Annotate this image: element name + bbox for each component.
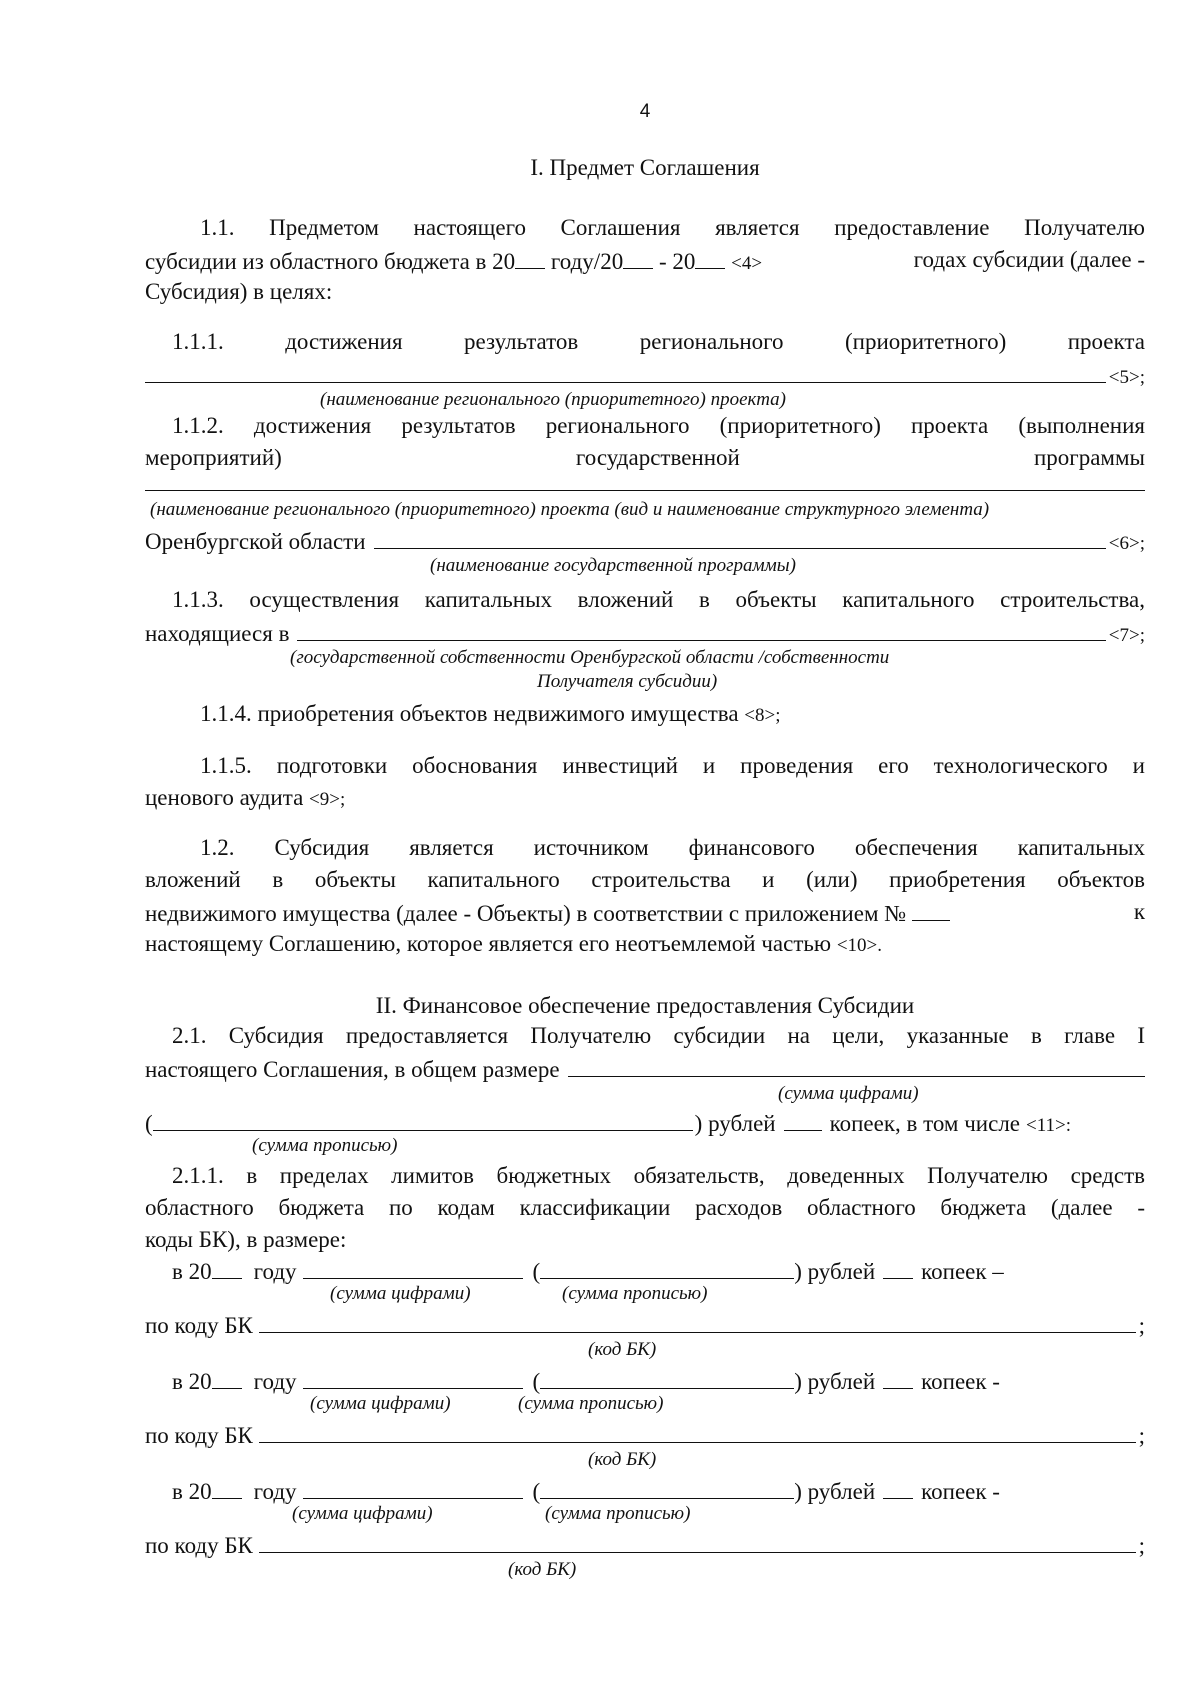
project-name-field-row: <5>; xyxy=(145,358,1145,390)
clause-1-1-4: 1.1.4. приобретения объектов недвижимого имущества <8>; xyxy=(200,701,781,726)
caption-year2-digits: (сумма цифрами) xyxy=(310,1393,451,1414)
clause-1-2-line-1: 1.2. Субсидия является источником финансового обеспечения капитальных xyxy=(200,835,1145,860)
total-amount-words-field[interactable] xyxy=(153,1106,693,1131)
ownership-field-row: находящиеся в <7>; xyxy=(145,616,1145,648)
total-amount-digits-field[interactable] xyxy=(568,1052,1145,1077)
clause-1-2-line-3: недвижимого имущества (далее - Объекты) в соответствии с приложением № к xyxy=(145,896,1145,928)
caption-sum-digits: (сумма цифрами) xyxy=(778,1083,919,1104)
program-element-field-row xyxy=(145,466,1145,498)
bk-code-field[interactable] xyxy=(259,1308,1136,1333)
clause-1-2-line-2: вложений в объекты капитального строительства и (или) приобретения объектов xyxy=(145,867,1145,892)
clause-1-1-2-line-1: 1.1.2. достижения результатов регионального (приоритетного) проекта (выполнения xyxy=(172,413,1145,438)
caption-state-program: (наименование государственной программы) xyxy=(430,555,796,576)
year-blank xyxy=(695,244,725,269)
kopecks-field[interactable] xyxy=(883,1254,913,1279)
clause-1-1-line-1: 1.1. Предметом настоящего Соглашения является предоставление Получателю xyxy=(200,215,1145,240)
state-program-field-row: Оренбургской области <6>; xyxy=(145,524,1145,556)
section-1-heading: I. Предмет Соглашения xyxy=(530,155,760,180)
year-row-3: в 20 году ( ) рублей копеек - xyxy=(172,1474,1145,1506)
caption-ownership-2: Получателя субсидии) xyxy=(537,671,718,692)
amount-words-field[interactable] xyxy=(540,1474,794,1499)
amount-digits-field[interactable] xyxy=(303,1474,523,1499)
appendix-number-field[interactable] xyxy=(912,896,950,921)
year-field[interactable] xyxy=(212,1474,242,1499)
caption-bk-2: (код БК) xyxy=(588,1449,657,1470)
clause-2-1-1-line-1: 2.1.1. в пределах лимитов бюджетных обязательств, доведенных Получателю средств xyxy=(172,1163,1145,1188)
caption-year2-words: (сумма прописью) xyxy=(518,1393,664,1414)
total-amount-words-row: ( ) рублей копеек, в том числе <11>: xyxy=(145,1106,1145,1138)
kopecks-field[interactable] xyxy=(883,1474,913,1499)
kopecks-field[interactable] xyxy=(883,1364,913,1389)
total-amount-row: настоящего Соглашения, в общем размере xyxy=(145,1052,1145,1084)
amount-words-field[interactable] xyxy=(540,1364,794,1389)
clause-2-1-line-1: 2.1. Субсидия предоставляется Получателю субсидии на цели, указанные в главе I xyxy=(172,1023,1145,1048)
year-row-1: в 20 году ( ) рублей копеек – xyxy=(172,1254,1145,1286)
amount-words-field[interactable] xyxy=(540,1254,794,1279)
clause-1-2-line-4: настоящему Соглашению, которое является его неотъемлемой частью <10>. xyxy=(145,931,882,956)
amount-digits-field[interactable] xyxy=(303,1364,523,1389)
program-element-field[interactable] xyxy=(145,466,1145,491)
caption-year3-digits: (сумма цифрами) xyxy=(292,1503,433,1524)
project-name-field[interactable] xyxy=(145,358,1106,383)
caption-project-name: (наименование регионального (приоритетного) проекта) xyxy=(320,389,786,410)
bk-code-field[interactable] xyxy=(259,1418,1136,1443)
clause-1-1-5-line-1: 1.1.5. подготовки обоснования инвестиций и проведения его технологического и xyxy=(200,753,1145,778)
year-row-2: в 20 году ( ) рублей копеек - xyxy=(172,1364,1145,1396)
bk-code-field[interactable] xyxy=(259,1528,1136,1553)
year-field[interactable] xyxy=(212,1254,242,1279)
section-2-heading: II. Финансовое обеспечение предоставления Субсидии xyxy=(375,993,915,1018)
bk-row-3: по коду БК ; xyxy=(145,1528,1145,1560)
clause-2-1-1-line-2: областного бюджета по кодам классификации расходов областного бюджета (далее - xyxy=(145,1195,1145,1220)
caption-ownership-1: (государственной собственности Оренбургской области /собственности xyxy=(290,647,890,668)
year-field[interactable] xyxy=(212,1364,242,1389)
clause-1-1-line-3: Субсидия) в целях: xyxy=(145,279,333,304)
bk-row-1: по коду БК ; xyxy=(145,1308,1145,1340)
caption-bk-3: (код БК) xyxy=(508,1559,577,1580)
kopecks-field[interactable] xyxy=(784,1106,822,1131)
year-blank xyxy=(515,244,545,269)
clause-1-1-3-line-1: 1.1.3. осуществления капитальных вложений в объекты капитального строительства, xyxy=(172,587,1145,612)
clause-1-1-2-line-2: мероприятий) государственной программы xyxy=(145,445,1145,470)
clause-1-1-1-line-1: 1.1.1. достижения результатов регионального (приоритетного) проекта xyxy=(172,329,1145,354)
clause-1-1-5-line-2: ценового аудита <9>; xyxy=(145,785,346,810)
caption-sum-words: (сумма прописью) xyxy=(252,1135,398,1156)
caption-year3-words: (сумма прописью) xyxy=(545,1503,691,1524)
year-blank xyxy=(623,244,653,269)
caption-year1-words: (сумма прописью) xyxy=(562,1283,708,1304)
amount-digits-field[interactable] xyxy=(303,1254,523,1279)
page-number: 4 xyxy=(639,101,651,122)
caption-bk-1: (код БК) xyxy=(588,1339,657,1360)
clause-2-1-1-line-3: коды БК), в размере: xyxy=(145,1227,347,1252)
caption-structural-element: (наименование регионального (приоритетного) проекта (вид и наименование структурного элемента) xyxy=(150,499,990,520)
ownership-field[interactable] xyxy=(297,616,1105,641)
state-program-field[interactable] xyxy=(374,524,1106,549)
clause-1-1-line-2: субсидии из областного бюджета в 20 году/20 - 20 <4> годах субсидии (далее - xyxy=(145,244,1145,276)
caption-year1-digits: (сумма цифрами) xyxy=(330,1283,471,1304)
bk-row-2: по коду БК ; xyxy=(145,1418,1145,1450)
